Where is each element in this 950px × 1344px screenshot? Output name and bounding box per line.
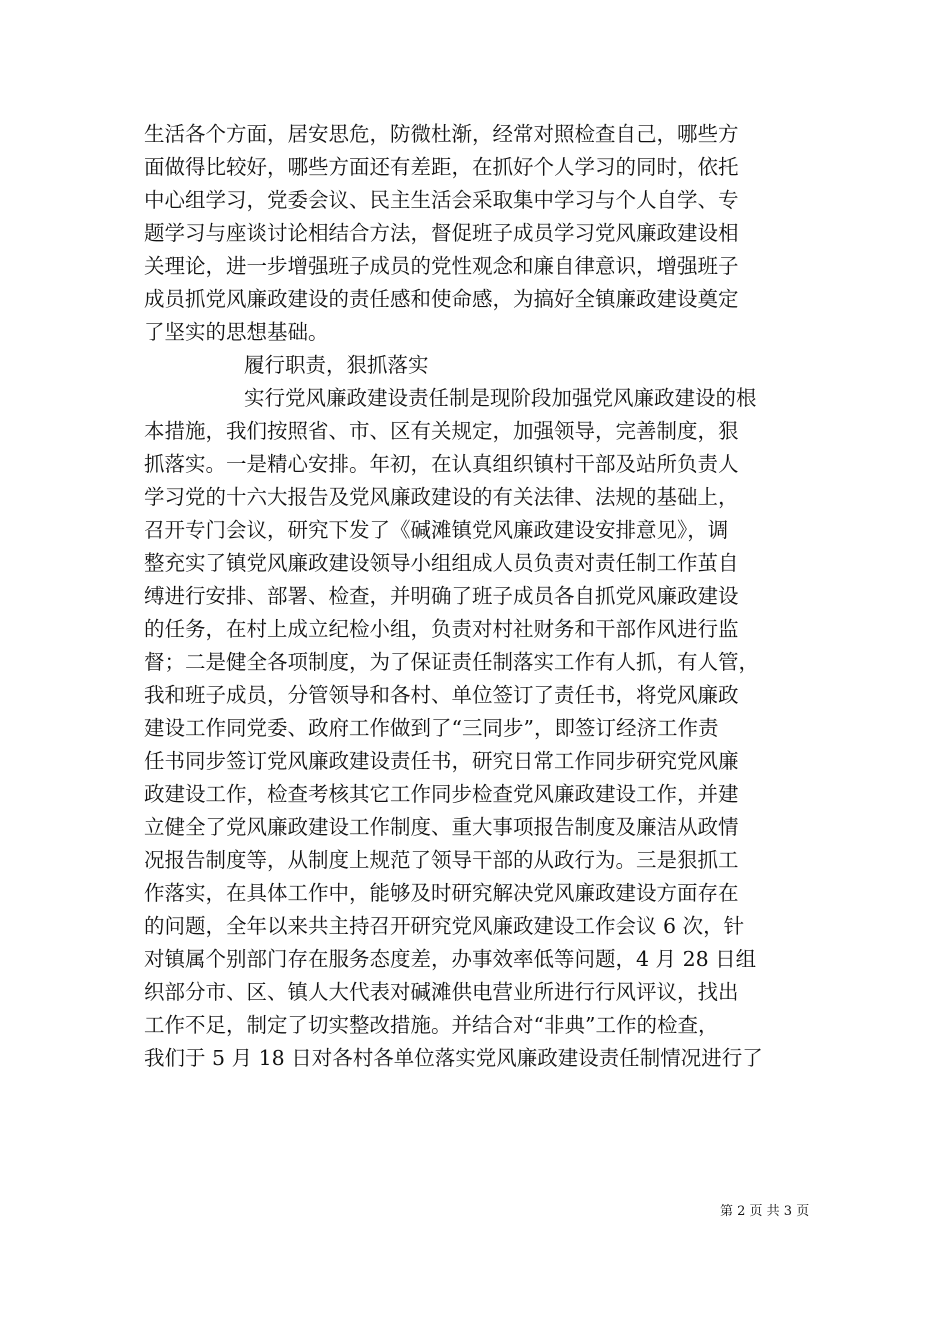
paragraph-line: 督；二是健全各项制度，为了保证责任制落实工作有人抓，有人管， [144,650,759,674]
body-text [144,118,834,1075]
paragraph-line-indented: 实行党风廉政建设责任制是现阶段加强党风廉政建设的根 [244,386,757,410]
paragraph-line: 我们于 5 月 18 日对各村各单位落实党风廉政建设责任制情况进行了 [144,1046,763,1070]
paragraph-line: 生活各个方面，居安思危，防微杜渐，经常对照检查自己，哪些方 [144,122,739,146]
paragraph-line: 本措施，我们按照省、市、区有关规定，加强领导，完善制度，狠 [144,419,739,443]
paragraph-line: 缚进行安排、部署、检查，并明确了班子成员各自抓党风廉政建设 [144,584,739,608]
paragraph-line: 况报告制度等，从制度上规范了领导干部的从政行为。三是狠抓工 [144,848,739,872]
paragraph-line: 召开专门会议，研究下发了《碱滩镇党风廉政建设安排意见》，调 [144,518,729,542]
paragraph-line: 面做得比较好，哪些方面还有差距，在抓好个人学习的同时，依托 [144,155,739,179]
page-footer: 第 2 页 共 3 页 [720,1204,810,1219]
paragraph-line: 政建设工作，检查考核其它工作同步检查党风廉政建设工作，并建 [144,782,739,806]
paragraph-line: 的任务，在村上成立纪检小组，负责对村社财务和干部作风进行监 [144,617,739,641]
paragraph-line: 立健全了党风廉政建设工作制度、重大事项报告制度及廉洁从政情 [144,815,739,839]
paragraph-line: 的问题，全年以来共主持召开研究党风廉政建设工作会议 6 次，针 [144,914,745,938]
paragraph-line: 了坚实的思想基础。 [144,320,329,344]
paragraph-line-indented: 履行职责，狠抓落实 [244,353,429,377]
paragraph-line: 题学习与座谈讨论相结合方法，督促班子成员学习党风廉政建设相 [144,221,739,245]
paragraph-line: 工作不足，制定了切实整改措施。并结合对“非典”工作的检查， [144,1013,719,1037]
paragraph-line: 中心组学习，党委会议、民主生活会采取集中学习与个人自学、专 [144,188,739,212]
paragraph-line: 对镇属个别部门存在服务态度差，办事效率低等问题，4 月 28 日组 [144,947,757,971]
paragraph-line: 我和班子成员，分管领导和各村、单位签订了责任书，将党风廉政 [144,683,739,707]
paragraph-line: 关理论，进一步增强班子成员的党性观念和廉自律意识，增强班子 [144,254,739,278]
paragraph-line: 作落实，在具体工作中，能够及时研究解决党风廉政建设方面存在 [144,881,739,905]
paragraph-line: 学习党的十六大报告及党风廉政建设的有关法律、法规的基础上， [144,485,739,509]
paragraph-line: 整充实了镇党风廉政建设领导小组组成人员负责对责任制工作茧自 [144,551,739,575]
paragraph-line: 任书同步签订党风廉政建设责任书，研究日常工作同步研究党风廉 [144,749,739,773]
paragraph-line: 成员抓党风廉政建设的责任感和使命感，为搞好全镇廉政建设奠定 [144,287,739,311]
paragraph-line: 抓落实。一是精心安排。年初，在认真组织镇村干部及站所负责人 [144,452,739,476]
paragraph-line: 建设工作同党委、政府工作做到了“三同步”，即签订经济工作责 [144,716,719,740]
paragraph-line: 织部分市、区、镇人大代表对碱滩供电营业所进行行风评议，找出 [144,980,739,1004]
